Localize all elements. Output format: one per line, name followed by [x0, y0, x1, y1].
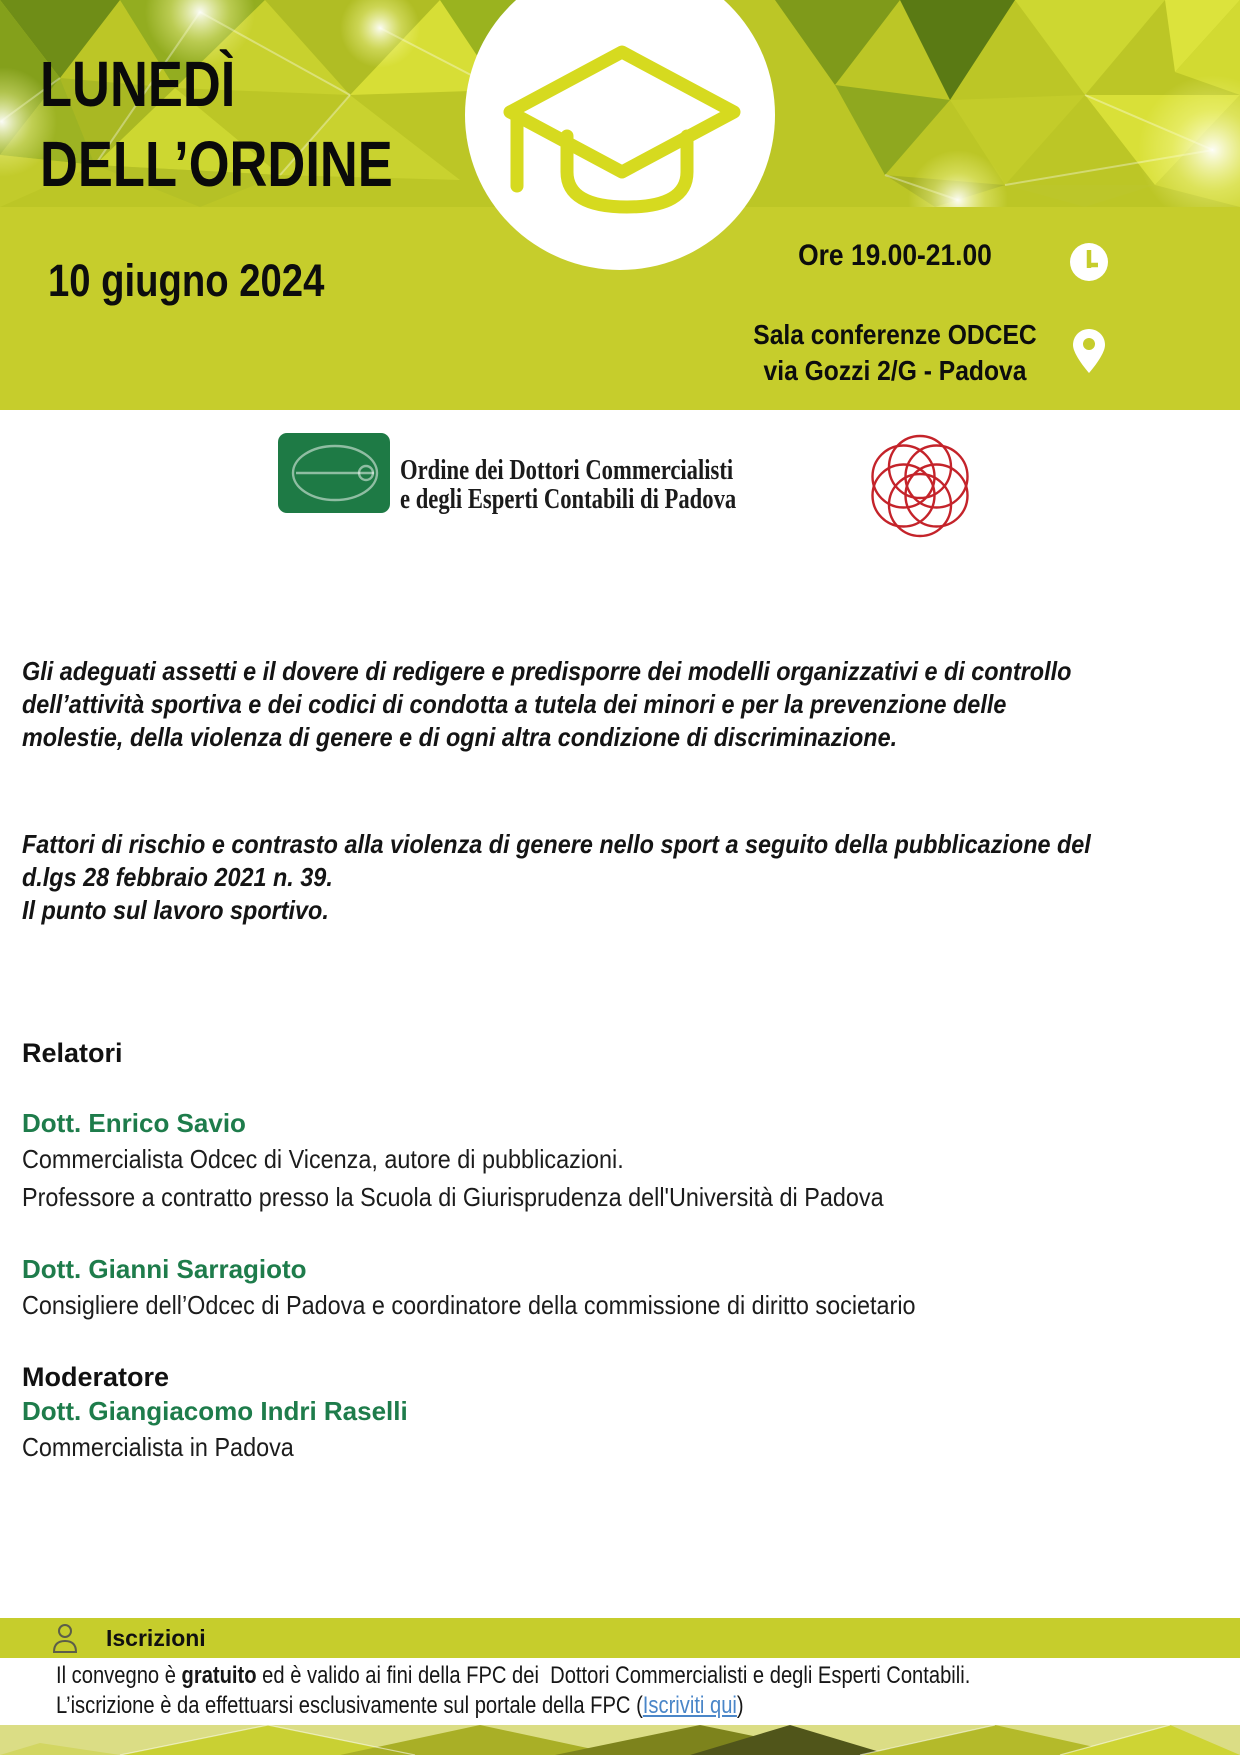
- course-topic-line: Fattori di rischio e contrasto alla violenza di genere nello sport a seguito della pubblicazione del: [22, 829, 1091, 859]
- event-series-title-line1: LUNEDÌ: [40, 48, 236, 120]
- registration-text: L’iscrizione è da effettuarsi esclusivamente sul portale della FPC (: [56, 1692, 643, 1719]
- moderator-heading: Moderatore: [22, 1362, 170, 1392]
- speaker-bio: Consigliere dell’Odcec di Padova e coordinatore della commissione di diritto societario: [22, 1290, 916, 1320]
- registration-free-highlight: gratuito: [181, 1662, 257, 1689]
- registration-info-line1: [56, 1662, 970, 1690]
- speaker-name: Dott. Gianni Sarragioto: [22, 1254, 307, 1284]
- speaker-bio: Professore a contratto presso la Scuola di Giurisprudenza dell'Università di Padova: [22, 1182, 884, 1212]
- person-icon: [50, 1622, 80, 1654]
- speaker-bio: Commercialista Odcec di Vicenza, autore di pubblicazioni.: [22, 1144, 624, 1174]
- event-description-line: molestie, della violenza di genere e di ogni altra condizione di discriminazione.: [22, 722, 898, 752]
- course-topic-line: Il punto sul lavoro sportivo.: [22, 895, 329, 925]
- organization-name-line1: Ordine dei Dottori Commercialisti: [400, 454, 734, 486]
- event-description-line: Gli adeguati assetti e il dovere di redigere e predisporre dei modelli organizzativi e di controllo: [22, 656, 1072, 686]
- registration-text: Il convegno è: [56, 1662, 182, 1689]
- event-description-line: dell’attività sportiva e dei codici di condotta a tutela dei minori e per la prevenzione delle: [22, 689, 1007, 719]
- registration-text: ed è valido ai fini della FPC dei Dottori Commercialisti e degli Esperti Contabili.: [256, 1662, 971, 1689]
- location-pin-icon: [1068, 327, 1110, 375]
- organization-name-line2: e degli Esperti Contabili di Padova: [400, 483, 737, 515]
- moderator-bio: Commercialista in Padova: [22, 1432, 294, 1462]
- speaker-name: Dott. Enrico Savio: [22, 1108, 246, 1138]
- signup-link[interactable]: Iscriviti qui: [642, 1692, 737, 1719]
- event-time: Ore 19.00-21.00: [798, 239, 992, 272]
- course-topic-line: d.lgs 28 febbraio 2021 n. 39.: [22, 862, 333, 892]
- venue-name: Sala conferenze ODCEC: [753, 319, 1037, 350]
- footer-pattern: [0, 1725, 1240, 1755]
- moderator-name: Dott. Giangiacomo Indri Raselli: [22, 1396, 408, 1426]
- red-rosette-logo: [864, 432, 976, 542]
- clock-icon: [1068, 241, 1110, 283]
- event-date: 10 giugno 2024: [48, 255, 325, 306]
- graduation-cap-icon: [480, 35, 770, 225]
- registration-info-line2: [56, 1692, 744, 1720]
- odcec-green-logo: [278, 433, 390, 513]
- registration-heading: Iscrizioni: [106, 1625, 206, 1651]
- event-series-title-line2: DELL’ORDINE: [40, 128, 393, 200]
- venue-address: via Gozzi 2/G - Padova: [763, 355, 1027, 386]
- speakers-heading: Relatori: [22, 1038, 123, 1068]
- registration-text: ): [736, 1692, 744, 1719]
